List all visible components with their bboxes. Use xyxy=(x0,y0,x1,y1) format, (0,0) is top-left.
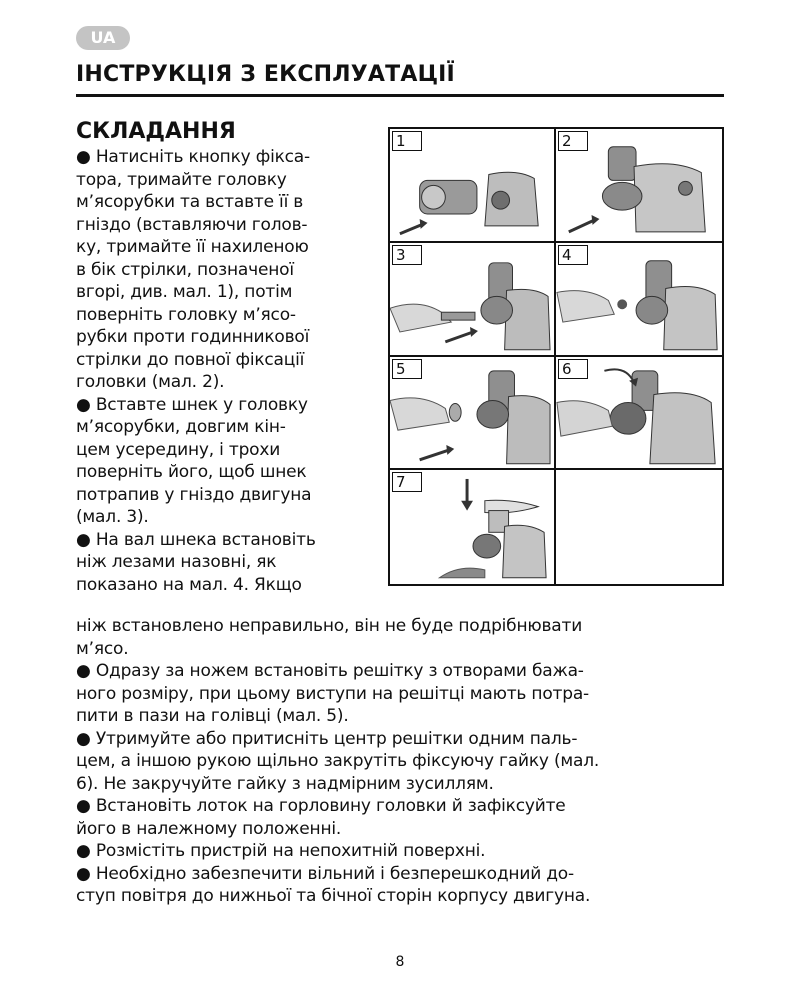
paragraph: ● Необхідно забезпечити вільний і безперешкодний до- ступ повітря до нижньої та бічної сторін корпусу двигуна. xyxy=(76,863,591,906)
document-title: ІНСТРУКЦІЯ З ЕКСПЛУАТАЦІЇ xyxy=(76,62,455,87)
figure-3 xyxy=(390,243,556,357)
figure-number: 7 xyxy=(392,472,422,492)
paragraph: ● Натисніть кнопку фікса- тора, тримайте головку м’ясорубки та вставте її в гніздо (вставляючи голов- ку, тримайте її нахиленою в бік стрілки, позначеної вгорі, див. мал. 1), потім поверніть головку м’ясо- рубки проти годинникової стрілки до повної фіксації головки (мал. 2). xyxy=(76,147,310,392)
figure-5 xyxy=(390,357,556,471)
assembly-figures xyxy=(388,127,724,586)
grinder-assembly-illustration xyxy=(556,129,722,241)
figure-number: 1 xyxy=(392,131,422,151)
grinder-head-illustration xyxy=(390,129,554,241)
tray-mounting-illustration xyxy=(390,470,554,584)
figure-2 xyxy=(556,129,722,243)
page-number: 8 xyxy=(395,954,405,970)
knife-mounting-illustration xyxy=(556,243,722,355)
paragraph: ● Встановіть лоток на горловину головки й зафіксуйте його в належному положенні. xyxy=(76,796,566,839)
section-title: СКЛАДАННЯ xyxy=(76,119,236,144)
figure-empty xyxy=(556,470,722,584)
paragraph: ● Одразу за ножем встановіть решітку з отворами бажа- ного розміру, при цьому виступи на решітці мають потра- пити в пази на голівці (мал. 5). xyxy=(76,661,589,726)
paragraph: ● На вал шнека встановіть ніж лезами назовні, як показано на мал. 4. Якщо xyxy=(76,529,316,595)
column-text xyxy=(76,146,376,596)
paragraph: ● Розмістіть пристрій на непохитній поверхні. xyxy=(76,841,486,861)
figure-number: 6 xyxy=(558,359,588,379)
grid-installation-illustration xyxy=(390,357,554,469)
ring-nut-tightening-illustration xyxy=(556,357,722,469)
language-badge: UA xyxy=(76,26,130,50)
figure-7 xyxy=(390,470,556,584)
figure-number: 2 xyxy=(558,131,588,151)
paragraph: ● Вставте шнек у головку м’ясорубки, довгим кін- цем усередину, і трохи поверніть його, щоб шнек потрапив у гніздо двигуна (мал. 3). xyxy=(76,394,312,527)
figure-number: 4 xyxy=(558,245,588,265)
title-divider xyxy=(76,94,724,97)
paragraph: ніж встановлено неправильно, він не буде подрібнювати м’ясо. xyxy=(76,616,583,659)
paragraph: ● Утримуйте або притисніть центр решітки одним паль- цем, а іншою рукою щільно закрутіть фіксуючу гайку (мал. 6). Не закручуйте гайку з надмірним зусиллям. xyxy=(76,728,600,794)
auger-insertion-illustration xyxy=(390,243,554,355)
figure-4 xyxy=(556,243,722,357)
figure-1 xyxy=(390,129,556,243)
figure-number: 3 xyxy=(392,245,422,265)
figure-number: 5 xyxy=(392,359,422,379)
figure-6 xyxy=(556,357,722,471)
full-width-text xyxy=(76,615,736,908)
